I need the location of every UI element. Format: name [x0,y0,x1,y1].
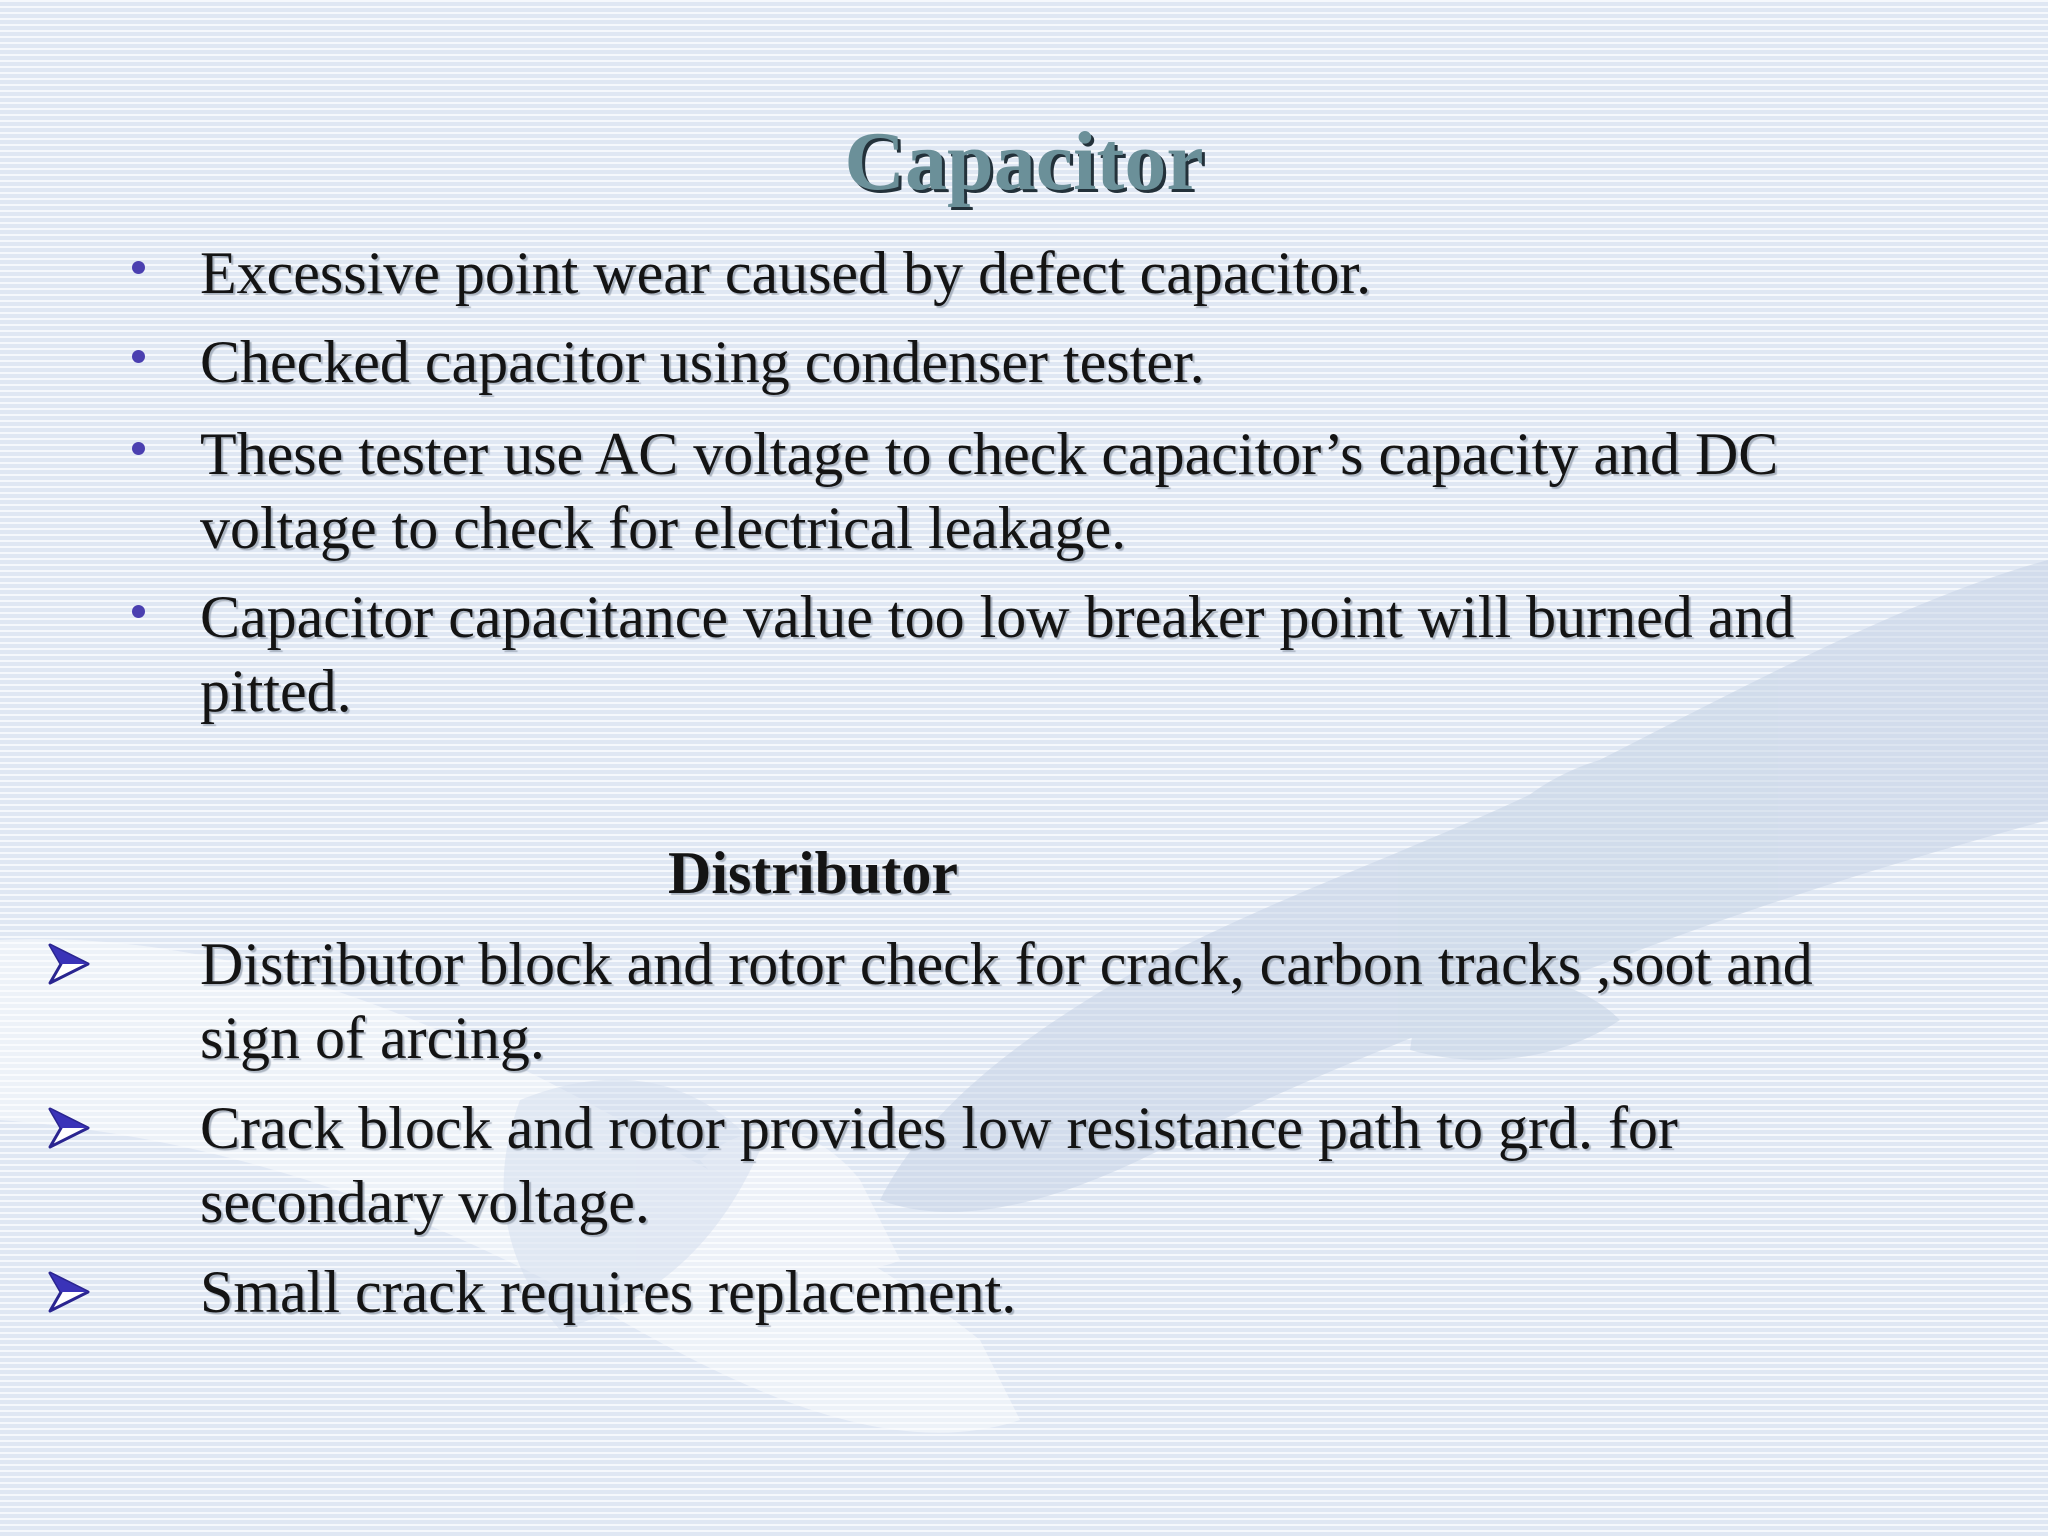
arrowhead-bullet-icon [122,1091,162,1165]
list-item-text: Distributor block and rotor check for crack, carbon tracks ,soot and sign of arcing. [200,931,1813,1071]
section-heading: Distributor [668,840,958,906]
round-dot-bullet-icon [122,236,162,310]
round-dot-bullet-icon [122,325,162,399]
list-item [200,1091,1840,1239]
list-item-text: Checked capacitor using condenser tester. [200,329,1205,395]
arrowhead-bullet-icon [122,1255,162,1329]
list-item-text: Capacitor capacitance value too low breaker point will burned and pitted. [200,584,1795,724]
slide-title: Capacitor [844,115,1204,208]
list-item [200,580,1840,728]
round-dot-bullet-icon [122,580,162,654]
list-item-text: Crack block and rotor provides low resistance path to grd. for secondary voltage. [200,1095,1678,1235]
list-item-text: These tester use AC voltage to check capacitor’s capacity and DC voltage to check for electrical leakage. [200,421,1779,561]
list-item [200,417,1840,565]
list-item-text: Small crack requires replacement. [200,1259,1017,1325]
list-item [200,325,1900,399]
arrowhead-bullet-icon [122,927,162,1001]
round-dot-bullet-icon [122,417,162,491]
list-item [200,236,1900,310]
list-item [200,927,1890,1075]
list-item-text: Excessive point wear caused by defect capacitor. [200,240,1372,306]
list-item [200,1255,1900,1329]
